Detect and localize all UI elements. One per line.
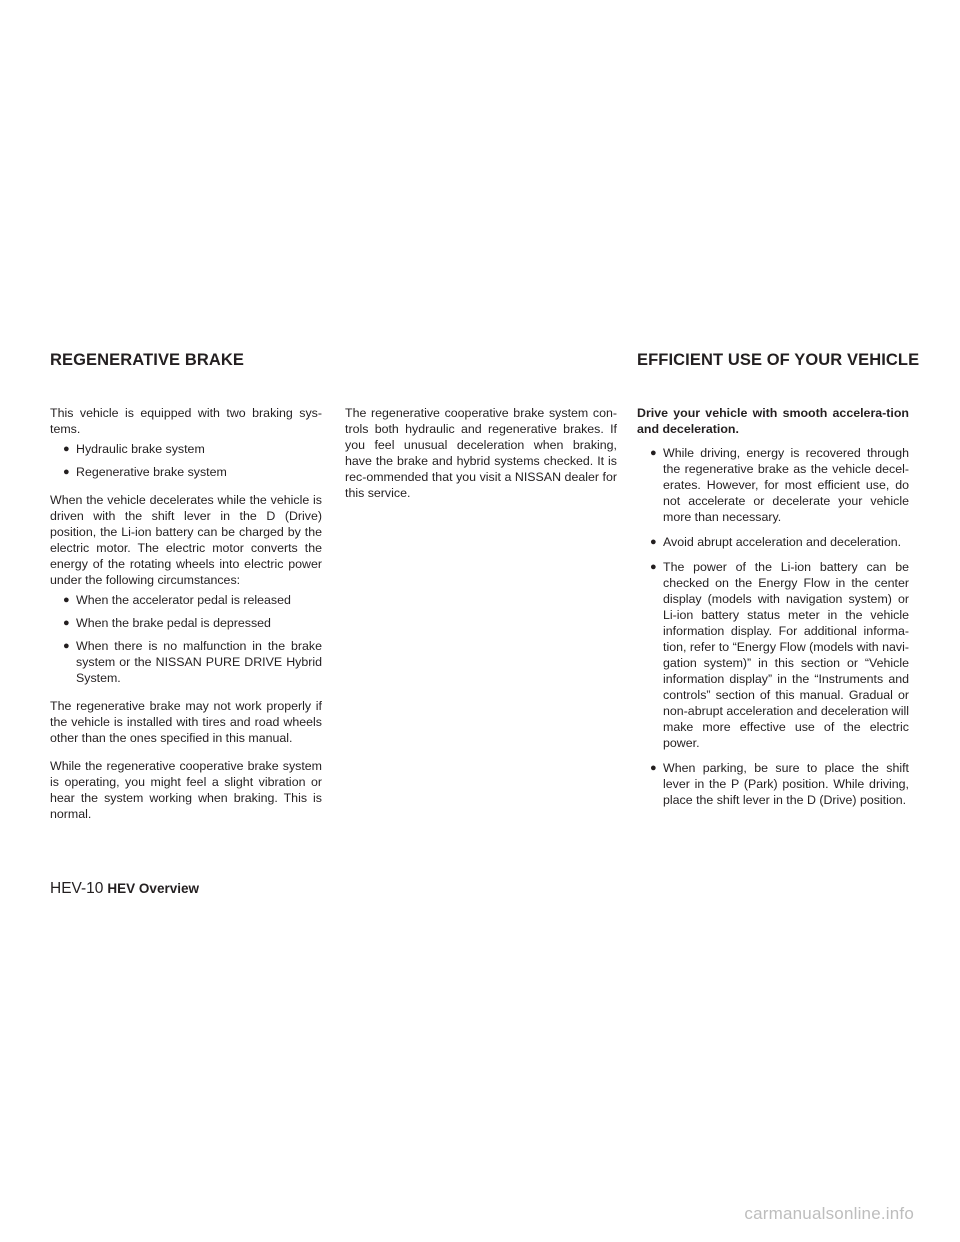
bullet-icon: ● <box>63 594 70 606</box>
list-item-text: When the accelerator pedal is released <box>76 593 291 607</box>
bullet-icon: ● <box>63 617 70 629</box>
page-footer <box>50 880 199 898</box>
footer-section-title: HEV Overview <box>107 881 199 896</box>
watermark: carmanualsonline.info <box>744 1204 914 1223</box>
list-item-text: While driving, energy is recovered through the regenerative brake as the vehicle decel-erates. However, for most efficient use, do not accelerate or decelerate your vehicle more than necessary. <box>663 446 909 524</box>
list-item-text: When parking, be sure to place the shift lever in the P (Park) position. While driving, place the shift lever in the D (Drive) position. <box>663 761 909 807</box>
efficiency-tips-list <box>637 445 909 808</box>
list-item <box>50 441 322 457</box>
page-number: HEV-10 <box>50 880 104 897</box>
list-item-text: When the brake pedal is depressed <box>76 616 271 630</box>
cooperative-paragraph: The regenerative cooperative brake system con-trols both hydraulic and regenerative brakes. If you feel unusual deceleration when braking, have the brake and hybrid systems checked. It is rec-ommended that you visit a NISSAN dealer for this service. <box>345 406 617 500</box>
list-item <box>50 592 322 608</box>
bullet-icon: ● <box>650 561 657 573</box>
braking-systems-list <box>50 441 322 480</box>
charging-paragraph: When the vehicle decelerates while the vehicle is driven with the shift lever in the D (Drive) position, the Li-ion battery can be charged by the electric motor. The electric motor converts the energy of the rotating wheels into electric power under the following circumstances: <box>50 493 322 587</box>
bullet-icon: ● <box>650 447 657 459</box>
list-item-text: Regenerative brake system <box>76 465 227 479</box>
intro-paragraph: This vehicle is equipped with two braking sys-tems. <box>50 406 322 436</box>
list-item-text: Avoid abrupt acceleration and deceleration. <box>663 535 902 549</box>
column-cooperative-brake <box>345 405 617 513</box>
list-item-text: The power of the Li-ion battery can be checked on the Energy Flow in the center display (models with navigation system) or Li-ion battery status meter in the vehicle information display. For additional informa-tion, refer to “Energy Flow (models with navi-gation system)” in this section or “Vehicle information display” in the “Instruments and controls” section of this manual. Gradual or non-abrupt acceleration and deceleration will make more effective use of the electric power. <box>663 560 909 750</box>
list-item <box>637 534 909 550</box>
list-item <box>637 445 909 525</box>
bullet-icon: ● <box>63 466 70 478</box>
lead-bold-paragraph: Drive your vehicle with smooth accelera-tion and deceleration. <box>637 406 909 436</box>
section-heading-efficient-use: EFFICIENT USE OF YOUR VEHICLE <box>637 351 920 369</box>
bullet-icon: ● <box>63 640 70 652</box>
section-heading-regenerative-brake: REGENERATIVE BRAKE <box>50 351 245 369</box>
circumstances-list <box>50 592 322 686</box>
bullet-icon: ● <box>650 536 657 548</box>
list-item-text: When there is no malfunction in the brake system or the NISSAN PURE DRIVE Hybrid System. <box>76 639 322 685</box>
list-item <box>50 615 322 631</box>
column-regenerative-brake <box>50 405 322 834</box>
list-item <box>637 559 909 751</box>
bullet-icon: ● <box>650 762 657 774</box>
list-item <box>637 760 909 808</box>
list-item-text: Hydraulic brake system <box>76 442 205 456</box>
vibration-paragraph: While the regenerative cooperative brake system is operating, you might feel a slight vibration or hear the system working when braking. This is normal. <box>50 759 322 821</box>
tires-paragraph: The regenerative brake may not work properly if the vehicle is installed with tires and road wheels other than the ones specified in this manual. <box>50 699 322 745</box>
bullet-icon: ● <box>63 443 70 455</box>
list-item <box>50 464 322 480</box>
column-efficient-use <box>637 405 909 820</box>
list-item <box>50 638 322 686</box>
